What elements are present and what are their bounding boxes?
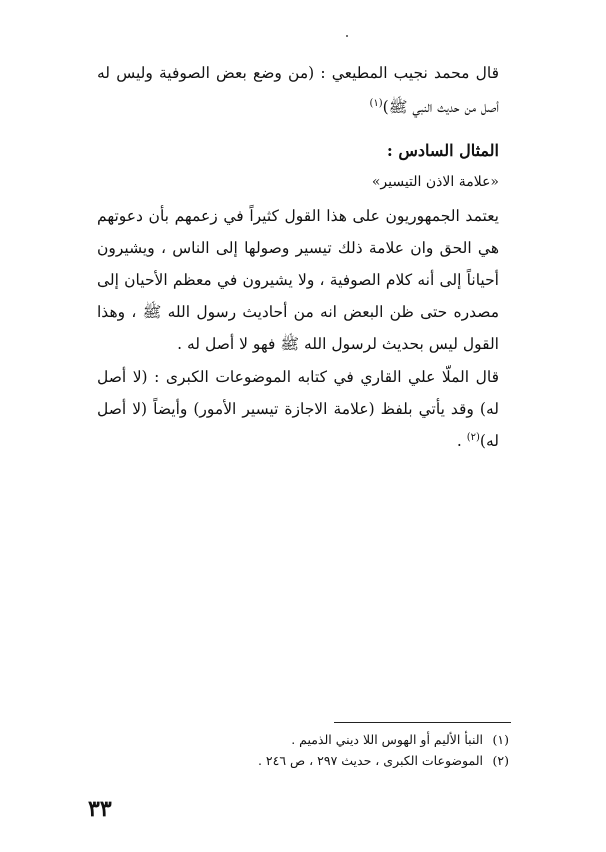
section-heading: المثال السادس : [386, 141, 499, 160]
footnote-1-text: النبأ الأليم أو الهوس اللا ديني الذميم . [291, 732, 483, 747]
footnote-ref-1: (١) [369, 98, 383, 109]
para1-line-2: هي الحق وان علامة ذلك تيسير وصولها إلى الناس ، ويشيرون [97, 239, 499, 257]
para2-line-3-text: له) [479, 432, 499, 451]
section-subheading: «علامة الاذن التيسير» [371, 174, 499, 190]
body-line-2 [97, 99, 499, 116]
para1-line-5: القول ليس بحديث لرسول الله ﷺ فهو لا أصل له . [177, 335, 499, 353]
print-speck [346, 35, 348, 37]
para1-line-1: يعتمد الجمهوريون على هذا القول كثيراً في زعمهم بأن دعوتهم [97, 207, 499, 225]
para2-line-3 [97, 433, 499, 450]
footnote-2 [89, 755, 509, 768]
para1-line-4: مصدره حتى ظن البعض انه من أحاديث رسول الله ﷺ ، وهذا [97, 303, 499, 321]
para2-line-2: له) وقد يأتي بلفظ (علامة الاجازة تيسير الأمور) وأيضاً (لا أصل [97, 400, 499, 418]
body-line-1: قال محمد نجيب المطيعي : (من وضع بعض الصوفية وليس له [97, 64, 499, 82]
footnote-1-number: (١) [492, 732, 509, 747]
body-line-2-text: أصل من حديث النبي ﷺ) [382, 98, 499, 117]
para2-line-1: قال الملّا علي القاري في كتابه الموضوعات الكبرى : (لا أصل [97, 368, 499, 386]
footnote-2-number: (٢) [492, 753, 509, 768]
para2-line-3-period: . [456, 432, 462, 451]
para1-line-3: أحياناً إلى أنه كلام الصوفية ، ولا يشيرون في معظم الأحيان إلى [97, 271, 499, 289]
page-number: ٣٣ [88, 796, 112, 822]
footnote-1 [89, 734, 509, 747]
footnote-2-text: الموضوعات الكبرى ، حديث ٢٩٧ ، ص ٢٤٦ . [257, 753, 483, 768]
footnote-ref-2: (٢) [466, 432, 480, 443]
footnote-separator [334, 722, 511, 723]
